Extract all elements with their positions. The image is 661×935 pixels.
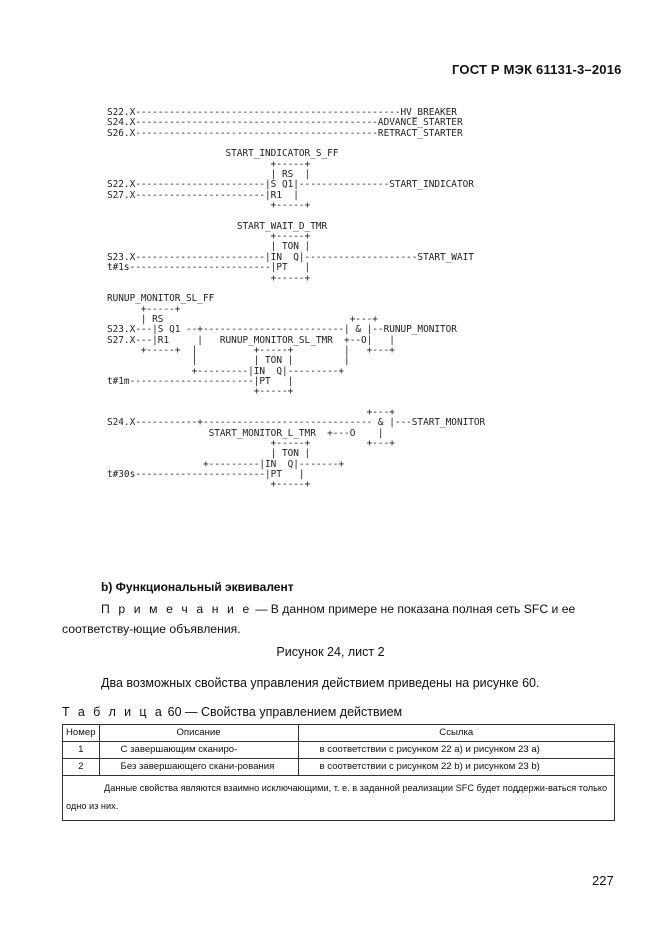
diagram-line: | RS +---+ (107, 313, 378, 325)
note-label: П р и м е ч а н и е (101, 602, 252, 616)
diagram-line: +-----+ (107, 479, 311, 491)
header-description: Описание (99, 725, 298, 742)
row-reference-text: в соответствии с рисунком 22 b) и рисунком 23 b) (319, 761, 540, 772)
diagram-line: +---+ (107, 406, 395, 418)
table-caption (62, 705, 402, 719)
row-description-text: С завершающим сканиро- (120, 744, 238, 755)
note-text: — В данном примере не показана полная сеть SFC и ее соответству-ющие объявления. (62, 602, 576, 636)
row-description (99, 742, 298, 759)
header-reference: Ссылка (298, 725, 614, 742)
table-header-row (63, 725, 615, 742)
diagram-line: START_MONITOR_L_TMR +---O | (107, 427, 384, 439)
row-reference (298, 742, 614, 759)
table-row (63, 759, 615, 776)
diagram-line: +-----+ (107, 231, 311, 243)
diagram-line: S22.X-----------------------------------------------HV_BREAKER (107, 107, 457, 118)
standard-header: ГОСТ Р МЭК 61131-3–2016 (452, 62, 622, 77)
row-description-text: Без завершающего скани-рования (120, 761, 275, 772)
note-paragraph (62, 599, 617, 639)
table-caption-text: 60 — Свойства управлением действием (164, 705, 403, 719)
table-footnote (63, 776, 615, 821)
diagram-line: S27.X-----------------------|R1 | (107, 189, 299, 201)
diagram-line: S23.X-----------------------|IN Q|--------------------START_WAIT (107, 251, 474, 263)
diagram-line: +-----+ (107, 386, 294, 398)
diagram-line: S27.X---|R1 | RUNUP_MONITOR_SL_TMR +--O| | (107, 334, 395, 346)
diagram-line: S22.X-----------------------|S Q1|----------------START_INDICATOR (107, 179, 474, 191)
diagram-line: t#30s-----------------------|PT | (107, 469, 305, 481)
row-description (99, 759, 298, 776)
sfc-ascii-diagram (107, 108, 485, 491)
diagram-line: +---------|IN Q|-------+ (107, 458, 345, 470)
figure-caption: Рисунок 24, лист 2 (276, 645, 385, 659)
table-caption-label: Т а б л и ц а (62, 705, 165, 719)
diagram-line: START_WAIT_D_TMR (107, 220, 328, 232)
row-reference (298, 759, 614, 776)
diagram-line: t#1s-------------------------|PT | (107, 262, 311, 274)
diagram-line: +-----+ +---+ (107, 438, 395, 449)
page-number: 227 (592, 873, 614, 888)
table-footnote-text: Данные свойства являются взаимно исключающими, т. е. в заданной реализации SFC будет поддержи-ваться только одно из них. (66, 783, 608, 811)
diagram-line: | TON | (107, 241, 311, 253)
diagram-line: | RS | (107, 169, 311, 181)
diagram-line: | | TON | | (107, 355, 350, 367)
diagram-line: +-----+ (107, 158, 311, 170)
row-reference-text: в соответствии с рисунком 22 a) и рисунком 23 a) (319, 744, 540, 755)
table-row (63, 742, 615, 759)
diagram-line: S24.X-------------------------------------------ADVANCE_STARTER (107, 117, 463, 129)
section-b-title: b) Функциональный эквивалент (101, 580, 294, 594)
diagram-line: S24.X-----------+------------------------------ & |---START_MONITOR (107, 417, 486, 429)
diagram-line: +-----+ (107, 303, 181, 315)
diagram-line: t#1m----------------------|PT | (107, 375, 294, 387)
table-footnote-row (63, 776, 615, 821)
diagram-line: START_INDICATOR_S_FF (107, 148, 339, 160)
body-paragraph: Два возможных свойства управления действием приведены на рисунке 60. (101, 676, 540, 690)
diagram-line: +---------|IN Q|---------+ (107, 365, 345, 377)
diagram-line: S26.X-------------------------------------------RETRACT_STARTER (107, 127, 463, 139)
row-number: 1 (63, 742, 100, 759)
diagram-line: +-----+ (107, 200, 311, 212)
diagram-line: +-----+ (107, 272, 311, 284)
diagram-line: RUNUP_MONITOR_SL_FF (107, 293, 215, 305)
header-number: Номер (63, 725, 100, 742)
diagram-line: +-----+ | +-----+ | +---+ (107, 344, 395, 356)
row-number: 2 (63, 759, 100, 776)
diagram-line: | TON | (107, 448, 311, 460)
properties-table (62, 724, 615, 821)
diagram-line: S23.X---|S Q1 --+-------------------------| & |--RUNUP_MONITOR (107, 324, 457, 336)
